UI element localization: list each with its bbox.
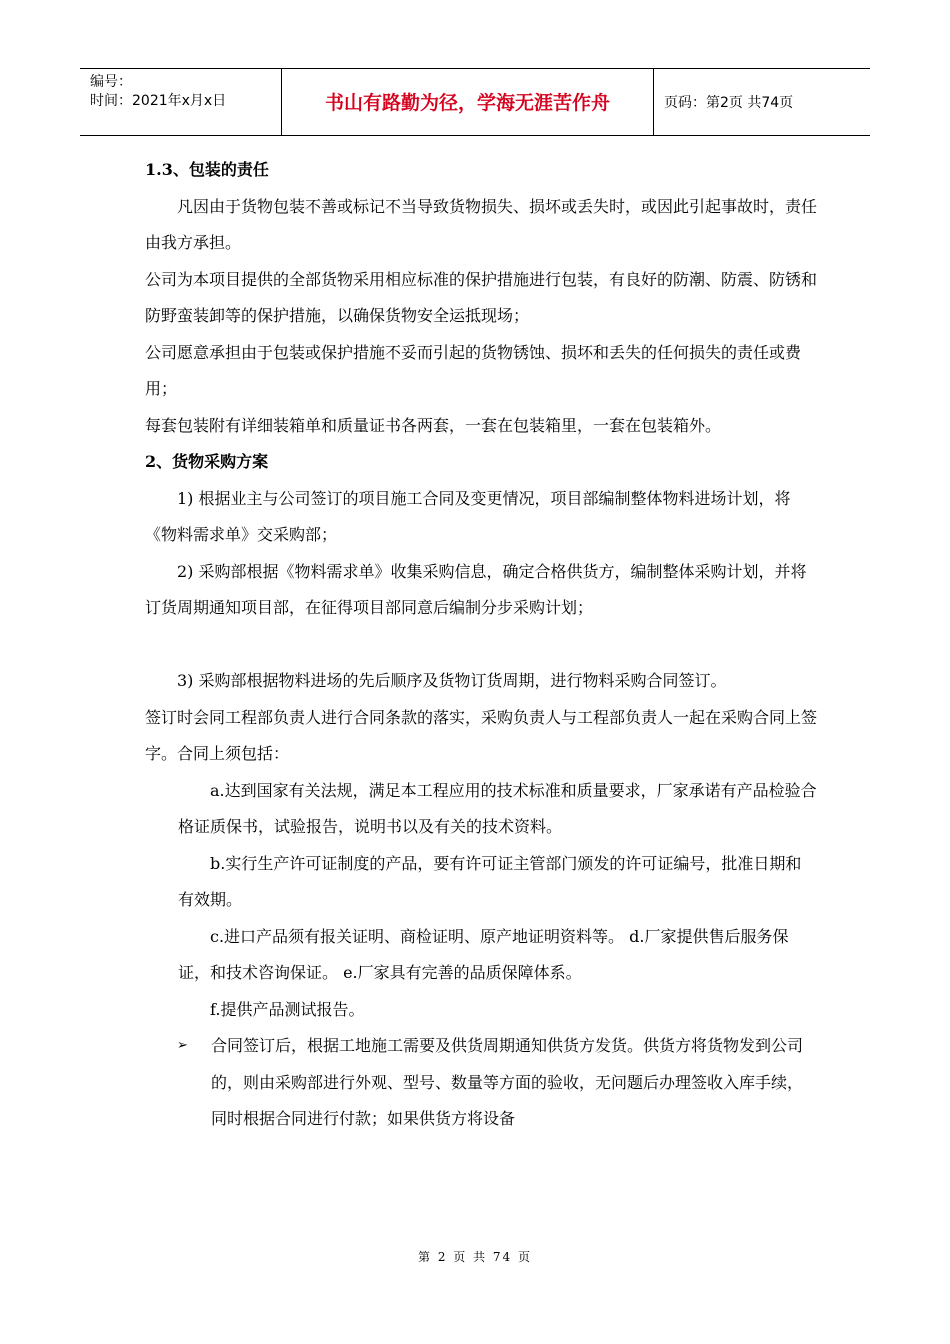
paragraph: 凡因由于货物包装不善或标记不当导致货物损失、损坏或丢失时，或因此引起事故时，责任由我方承担。 bbox=[145, 196, 818, 252]
contract-item: c.进口产品须有报关证明、商检证明、原产地证明资料等。 d.厂家提供售后服务保证，和技术咨询保证。 e.厂家具有完善的品质保障体系。 bbox=[178, 926, 789, 982]
paragraph: 每套包装附有详细装箱单和质量证书各两套，一套在包装箱里，一套在包装箱外。 bbox=[145, 415, 722, 435]
document-body bbox=[145, 152, 817, 1138]
paragraph: 3) 采购部根据物料进场的先后顺序及货物订货周期，进行物料采购合同签订。 bbox=[177, 671, 727, 690]
paragraph: 签订时会同工程部负责人进行合同条款的落实，采购负责人与工程部负责人一起在采购合同上签字。合同上须包括： bbox=[145, 707, 818, 763]
blank-line bbox=[145, 627, 817, 664]
paragraph: 1) 根据业主与公司签订的项目施工合同及变更情况，项目部编制整体物料进场计划，将《物料需求单》交采购部； bbox=[145, 488, 791, 544]
section-heading: 1.3、包装的责任 bbox=[145, 160, 269, 179]
bullet-text: 合同签订后，根据工地施工需要及供货周期通知供货方发货。供货方将货物发到公司的，则由采购部进行外观、型号、数量等方面的验收，无问题后办理签收入库手续，同时根据合同进行付款；如果供货方将设备 bbox=[211, 1036, 804, 1128]
arrow-bullet-icon: ➢ bbox=[177, 1038, 188, 1053]
header-page-info: 页码：第2页 共74页 bbox=[664, 95, 794, 111]
contract-item: f.提供产品测试报告。 bbox=[210, 999, 365, 1019]
contract-item: b.实行生产许可证制度的产品，要有许可证主管部门颁发的许可证编号，批准日期和有效期。 bbox=[178, 853, 802, 909]
date-label: 时间：2021年x月x日 bbox=[90, 93, 227, 109]
number-label: 编号： bbox=[90, 74, 132, 90]
header-meta bbox=[80, 69, 282, 135]
paragraph: 公司愿意承担由于包装或保护措施不妥而引起的货物锈蚀、损坏和丢失的任何损失的责任或费用； bbox=[145, 342, 802, 398]
page-footer: 第 2 页 共 74 页 bbox=[418, 1250, 532, 1264]
paragraph: 2) 采购部根据《物料需求单》收集采购信息，确定合格供货方，编制整体采购计划，并将订货周期通知项目部，在征得项目部同意后编制分步采购计划； bbox=[145, 561, 807, 617]
header-motto: 书山有路勤为径，学海无涯苦作舟 bbox=[282, 69, 654, 135]
page-header bbox=[80, 68, 870, 136]
section-heading: 2、货物采购方案 bbox=[145, 452, 269, 471]
contract-item: a.达到国家有关法规，满足本工程应用的技术标准和质量要求，厂家承诺有产品检验合格证质保书，试验报告，说明书以及有关的技术资料。 bbox=[178, 780, 817, 836]
paragraph: 公司为本项目提供的全部货物采用相应标准的保护措施进行包装，有良好的防潮、防震、防锈和防野蛮装卸等的保护措施，以确保货物安全运抵现场； bbox=[145, 269, 818, 325]
bullet-paragraph bbox=[145, 1028, 817, 1138]
